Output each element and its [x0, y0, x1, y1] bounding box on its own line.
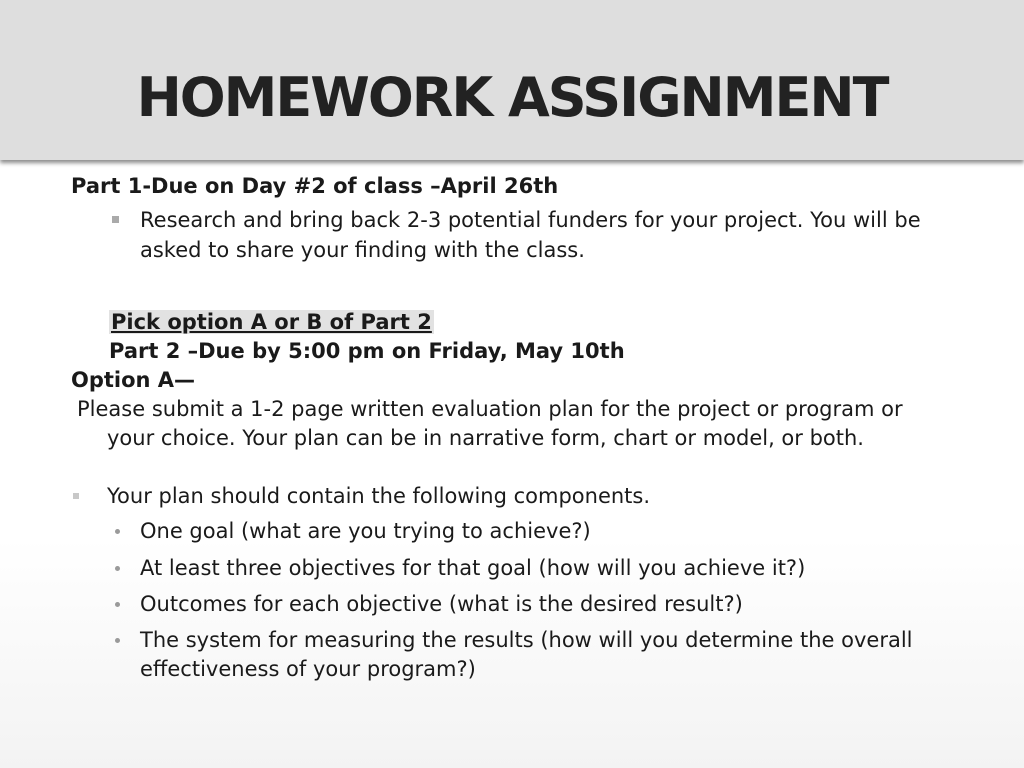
part2-heading: Part 2 –Due by 5:00 pm on Friday, May 10th — [109, 339, 625, 363]
part1-heading: Part 1-Due on Day #2 of class –April 26th — [71, 174, 559, 198]
component-item: The system for measuring the results (how will you determine the overall — [140, 628, 913, 652]
square-bullet-icon — [73, 493, 79, 499]
dot-bullet-icon — [115, 638, 120, 643]
title-bar — [0, 0, 1024, 160]
option-a-text-line1: Please submit a 1-2 page written evaluation plan for the project or program or — [77, 397, 903, 421]
part1-bullet-line2: asked to share your finding with the class. — [140, 238, 585, 262]
component-item: Outcomes for each objective (what is the desired result?) — [140, 592, 743, 616]
component-item-continuation: effectiveness of your program?) — [140, 657, 476, 681]
component-item: One goal (what are you trying to achieve?) — [140, 519, 591, 543]
option-a-text-line2: your choice. Your plan can be in narrative form, chart or model, or both. — [107, 426, 864, 450]
slide-title: HOMEWORK ASSIGNMENT — [136, 66, 888, 129]
dot-bullet-icon — [115, 529, 120, 534]
pick-option-highlight: Pick option A or B of Part 2 — [111, 310, 432, 334]
component-item: At least three objectives for that goal (how will you achieve it?) — [140, 556, 806, 580]
pick-option-text — [109, 308, 434, 337]
components-intro: Your plan should contain the following components. — [107, 484, 651, 508]
square-bullet-icon — [112, 216, 119, 223]
dot-bullet-icon — [115, 566, 120, 571]
part1-bullet-line1: Research and bring back 2-3 potential funders for your project. You will be — [140, 208, 921, 232]
dot-bullet-icon — [115, 602, 120, 607]
option-a-label: Option A— — [71, 368, 196, 392]
